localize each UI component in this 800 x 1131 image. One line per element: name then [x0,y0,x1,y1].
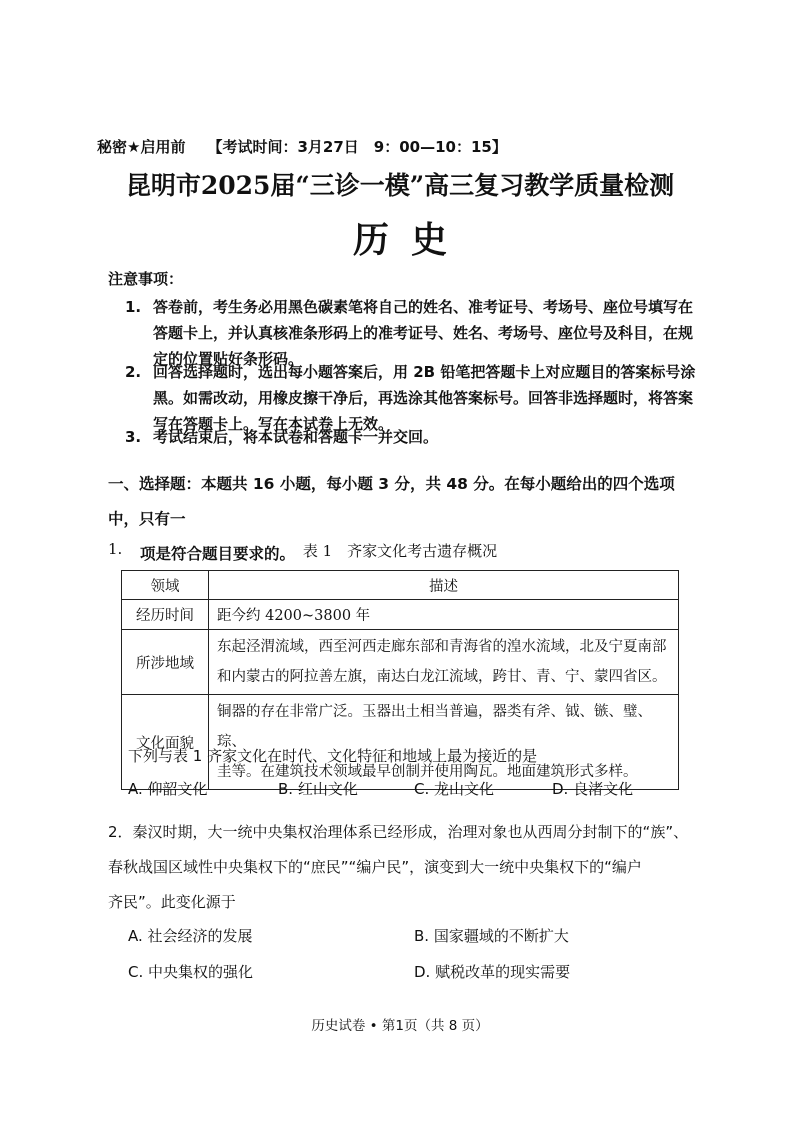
table-row-label: 文化面貌 [122,695,209,790]
table-cell-line: 铜器的存在非常广泛。玉器出土相当普遍，器类有斧、钺、镞、璧、琮、 [217,704,652,750]
table-row [122,630,679,695]
q2-option-a: A. 社会经济的发展 [128,927,253,945]
notice-heading: 注意事项： [108,270,184,288]
table-row [122,695,679,790]
question-line: 春秋战国区域性中央集权下的“庶民”“编户民”，演变到大一统中央集权下的“编户 [108,858,642,876]
table-header-row [122,571,679,600]
table-row-label: 经历时间 [122,600,209,630]
table-row [122,600,679,630]
notice-item-3 [125,424,703,450]
notice-line: 答题卡上，并认真核准条形码上的准考证号、姓名、考场号、座位号及科目，在规 [153,324,694,342]
table-header-cell: 领域 [122,571,209,600]
notice-line: 定的位置贴好条形码。 [153,350,304,368]
secret-label: 秘密★启用前 [97,138,186,156]
table-cell-line: 距今约 4200~3800 年 [217,608,371,624]
table-cell-line: 和内蒙古的阿拉善左旗，南达白龙江流域，跨甘、青、宁、蒙四省区。 [217,669,667,685]
notice-line: 黑。如需改动，用橡皮擦干净后，再选涂其他答案标号。回答非选择题时，将答案 [153,389,694,407]
q2-option-c: C. 中央集权的强化 [128,963,254,981]
table-caption: 表 1 齐家文化考古遗存概况 [302,542,498,560]
question-1-number: 1. [108,540,123,558]
notice-item-number: 2. [125,363,142,381]
section-line: 项是符合题目要求的。 [140,545,296,563]
header-line [97,136,507,157]
table-cell-line: 东起泾渭流域，西至河西走廊东部和青海省的湟水流域，北及宁夏南部 [217,639,667,655]
question-1-stem: 下列与表 1 齐家文化在时代、文化特征和地域上最为接近的是 [128,747,538,765]
notice-line: 答卷前，考生务必用黑色碳素笔将自己的姓名、准考证号、考场号、座位号填写在 [153,298,694,316]
q1-option-a: A. 仰韶文化 [128,780,208,798]
q1-option-b: B. 红山文化 [278,780,358,798]
notice-item-number: 3. [125,428,142,446]
q1-option-d: D. 良渚文化 [552,780,634,798]
question-line: 齐民”。此变化源于 [108,893,236,911]
table-row-label: 所涉地域 [122,630,209,695]
table-cell [209,695,679,790]
q2-option-d: D. 赋税改革的现实需要 [414,963,571,981]
question-line: 2．秦汉时期，大一统中央集权治理体系已经形成，治理对象也从西周分封制下的“族”、 [108,823,689,841]
exam-title: 昆明市2025届“三诊一模”高三复习教学质量检测 [125,171,675,200]
q2-option-b: B. 国家疆域的不断扩大 [414,927,569,945]
notice-item-number: 1. [125,298,142,316]
page-footer: 历史试卷 • 第1页（共 8 页） [311,1018,489,1034]
table-cell [209,600,679,630]
notice-line: 写在答题卡上。写在本试卷上无效。 [153,415,394,433]
question-2-stem [108,815,708,920]
exam-time: 【考试时间：3月27日 9：00—10：15】 [207,138,507,156]
notice-line: 回答选择题时，选出每小题答案后，用 2B 铅笔把答题卡上对应题目的答案标号涂 [153,363,696,381]
table-cell [209,630,679,695]
q1-option-c: C. 龙山文化 [414,780,495,798]
subject-title: 历史 [352,219,469,261]
section-line: 一、选择题：本题共 16 小题，每小题 3 分，共 48 分。在每小题给出的四个选项中，只有一 [108,475,675,528]
table-cell-line: 圭等。在建筑技术领域最早创制并使用陶瓦。地面建筑形式多样。 [217,764,638,780]
notice-line: 考试结束后，将本试卷和答题卡一并交回。 [153,428,439,446]
table-header-cell: 描述 [209,571,679,600]
